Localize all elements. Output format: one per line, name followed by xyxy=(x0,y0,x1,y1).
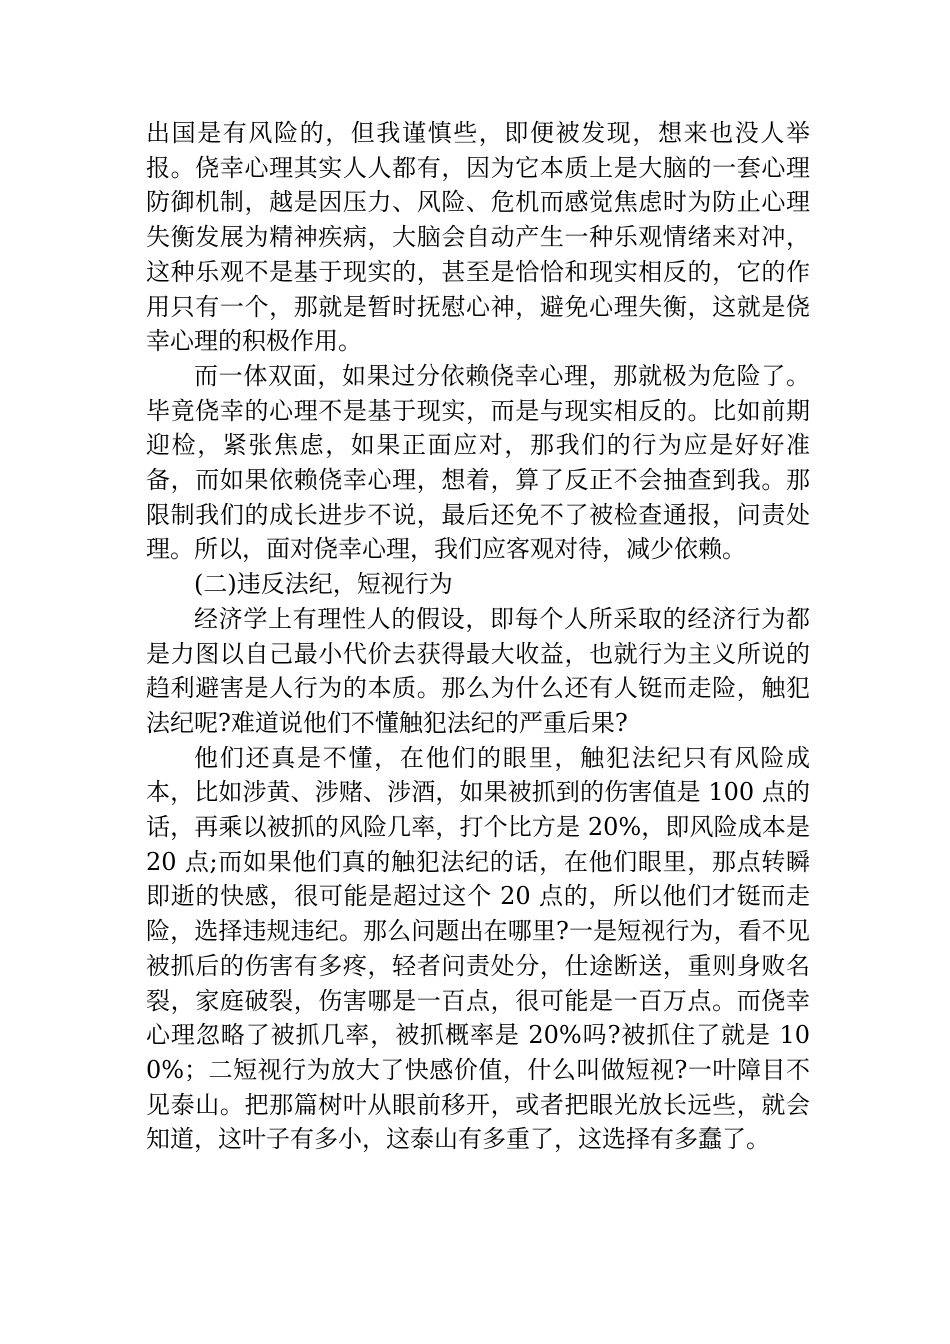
paragraph-4: 他们还真是不懂，在他们的眼里，触犯法纪只有风险成本，比如涉黄、涉赌、涉酒，如果被抓到的伤害值是 100 点的话，再乘以被抓的风险几率，打个比方是 20%，即风险成本是 20 点;而如果他们真的触犯法纪的话，在他们眼里，那点转瞬即逝的快感，很可能是超过这个 20 点的，所以他们才铤而走险，选择违规违纪。那么问题出在哪里?一是短视行为，看不见被抓后的伤害有多疼，轻者问责处分，仕途断送，重则身败名裂，家庭破裂，伤害哪是一百点，很可能是一百万点。而侥幸心理忽略了被抓几率，被抓概率是 20%吗?被抓住了就是 100%；二短视行为放大了快感价值，什么叫做短视?一叶障目不见泰山。把那篇树叶从眼前移开，或者把眼光放长远些，就会知道，这叶子有多小，这泰山有多重了，这选择有多蠢了。 xyxy=(146,743,810,1154)
section-heading: (二)违反法纪，短视行为 xyxy=(194,570,453,599)
document-body xyxy=(146,116,810,1157)
paragraph-3: 经济学上有理性人的假设，即每个人所采取的经济行为都是力图以自己最小代价去获得最大收益，也就行为主义所说的趋利避害是人行为的本质。那么为什么还有人铤而走险，触犯法纪呢?难道说他们不懂触犯法纪的严重后果? xyxy=(146,604,810,737)
paragraph-2: 而一体双面，如果过分依赖侥幸心理，那就极为危险了。毕竟侥幸的心理不是基于现实，而是与现实相反的。比如前期迎检，紧张焦虑，如果正面应对，那我们的行为应是好好准备，而如果依赖侥幸心理，想着，算了反正不会抽查到我。那限制我们的成长进步不说，最后还免不了被检查通报，问责处理。所以，面对侥幸心理，我们应客观对待，减少依赖。 xyxy=(146,361,810,564)
paragraph-1: 出国是有风险的，但我谨慎些，即便被发现，想来也没人举报。侥幸心理其实人人都有，因为它本质上是大脑的一套心理防御机制，越是因压力、风险、危机而感觉焦虑时为防止心理失衡发展为精神疾病，大脑会自动产生一种乐观情绪来对冲，这种乐观不是基于现实的，甚至是恰恰和现实相反的，它的作用只有一个，那就是暂时抚慰心神，避免心理失衡，这就是侥幸心理的积极作用。 xyxy=(146,119,810,356)
